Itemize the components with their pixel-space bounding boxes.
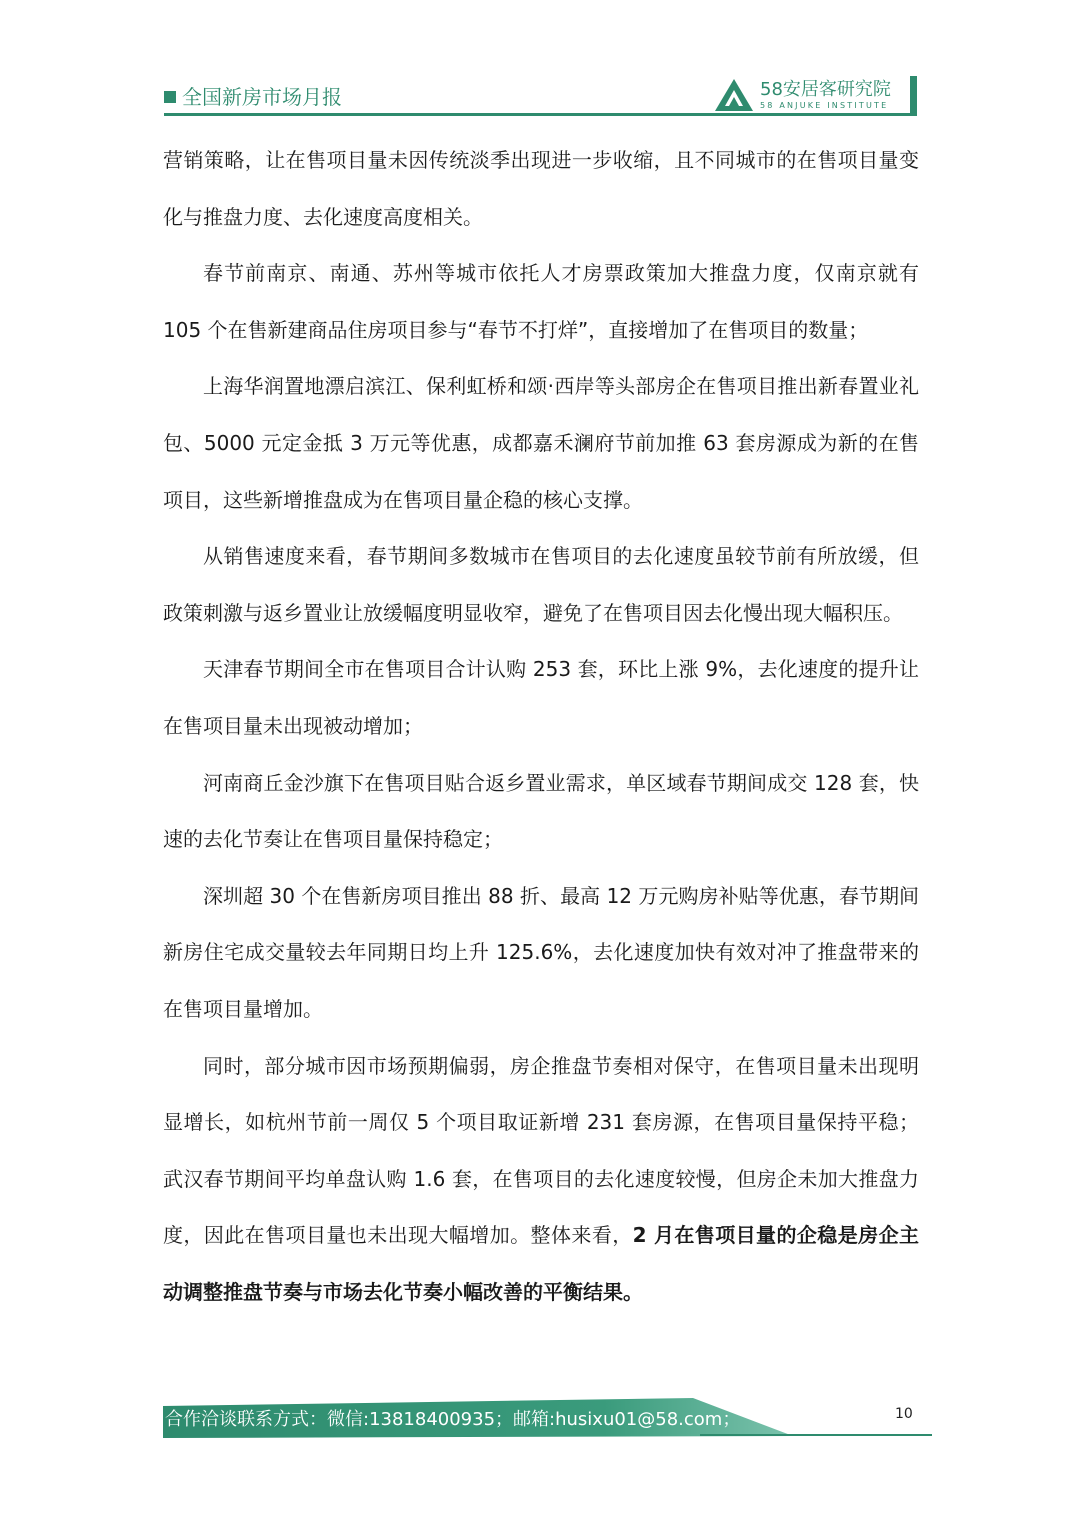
square-bullet-icon xyxy=(164,91,176,103)
paragraph-6: 河南商丘金沙旗下在售项目贴合返乡置业需求，单区域春节期间成交 128 套，快速的去化节奏让在售项目量保持稳定； xyxy=(163,770,919,852)
footer-contact: 合作洽谈联系方式：微信:13818400935；邮箱:husixu01@58.com； xyxy=(165,1409,741,1430)
paragraph-7: 深圳超 30 个在售新房项目推出 88 折、最高 12 万元购房补贴等优惠，春节期间新房住宅成交量较去年同期日均上升 125.6%，去化速度加快有效对冲了推盘带来的在售项目量增加。 xyxy=(163,883,919,1021)
paragraph-5: 天津春节期间全市在售项目合计认购 253 套，环比上涨 9%，去化速度的提升让在售项目量未出现被动增加； xyxy=(163,657,919,738)
paragraph-3: 上海华润置地漂启滨江、保利虹桥和颂·西岸等头部房企在售项目推出新春置业礼包、5000 元定金抵 3 万元等优惠，成都嘉禾澜府节前加推 63 套房源成为新的在售项目，这些新增推盘成为在售项目量企稳的核心支撑。 xyxy=(163,374,919,512)
logo-name-en: 58 ANJUKE INSTITUTE xyxy=(760,101,889,110)
document-body xyxy=(163,132,919,1320)
paragraph-8-text: 同时，部分城市因市场预期偏弱，房企推盘节奏相对保守，在售项目量未出现明显增长，如杭州节前一周仅 5 个项目取证新增 231 套房源，在售项目量保持平稳；武汉春节期间平均单盘认购 1.6 套，在售项目的去化速度较慢，但房企未加大推盘力度，因此在售项目量也未出现大幅增加。整体来看， xyxy=(163,1053,919,1248)
paragraph-8 xyxy=(163,1038,919,1321)
paragraph-4: 从销售速度来看，春节期间多数城市在售项目的去化速度虽较节前有所放缓，但政策刺激与返乡置业让放缓幅度明显收窄，避免了在售项目因去化慢出现大幅积压。 xyxy=(163,544,919,625)
header-divider xyxy=(164,113,910,116)
footer-divider xyxy=(700,1434,932,1436)
paragraph-8-conclusion: 2 月在售项目量的企稳是房企主动调整推盘节奏与市场去化节奏小幅改善的平衡结果。 xyxy=(163,1223,919,1304)
paragraph-1: 营销策略，让在售项目量未因传统淡季出现进一步收缩，且不同城市的在售项目量变化与推盘力度、去化速度高度相关。 xyxy=(163,148,919,229)
report-title: 全国新房市场月报 xyxy=(182,85,342,109)
paragraph-2: 春节前南京、南通、苏州等城市依托人才房票政策加大推盘力度，仅南京就有 105 个在售新建商品住房项目参与“春节不打烊”，直接增加了在售项目的数量； xyxy=(163,261,919,342)
triangle-logo-icon xyxy=(714,78,754,112)
page-number: 10 xyxy=(895,1406,913,1422)
header-accent-bar xyxy=(910,76,917,116)
logo-name-cn: 58安居客研究院 xyxy=(760,79,891,100)
